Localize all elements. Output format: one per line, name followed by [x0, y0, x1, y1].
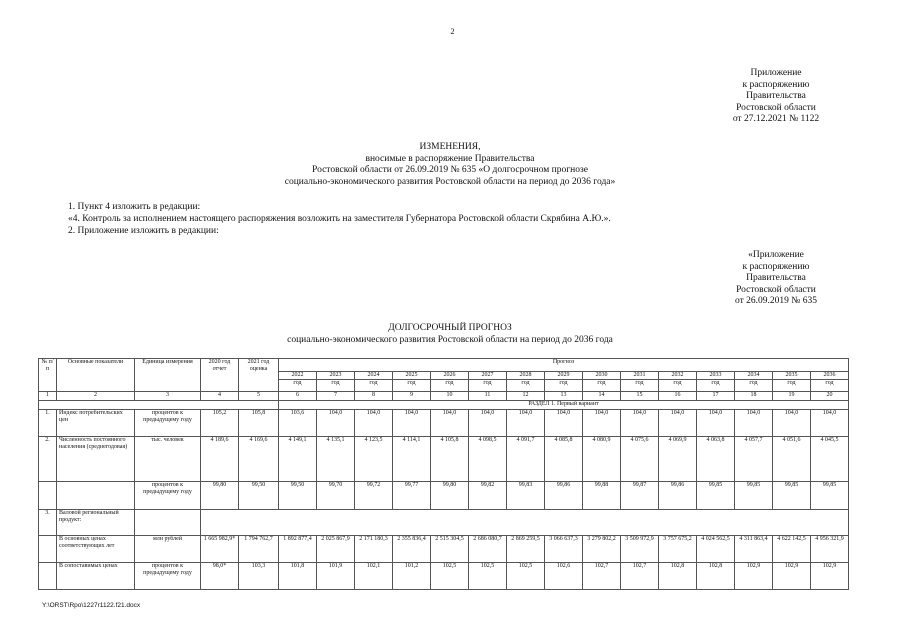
- header-year: [697, 372, 735, 392]
- row-value: 99,70: [317, 482, 355, 510]
- row-value: 99,85: [811, 482, 849, 510]
- row-unit: млн рублей: [135, 536, 201, 563]
- row-indicator: В сопоставимых ценах: [57, 563, 135, 590]
- column-number: 10: [431, 392, 469, 401]
- row-value: 104,0: [507, 410, 545, 437]
- year-word: год: [445, 380, 454, 386]
- appendix-line: Ростовской области: [736, 284, 816, 295]
- year-word: год: [521, 380, 530, 386]
- row-value: 102,8: [697, 563, 735, 590]
- row-value: 104,0: [431, 410, 469, 437]
- row-value: 4 063,8: [697, 437, 735, 482]
- header-year: [317, 372, 355, 392]
- appendix-original: [676, 250, 876, 308]
- row-value: 104,0: [621, 410, 659, 437]
- point-line: 1. Пункт 4 изложить в редакции:: [68, 202, 201, 212]
- header-year: [811, 372, 849, 392]
- column-number: 11: [469, 392, 507, 401]
- year-value: 2027: [481, 372, 494, 378]
- row-value: 104,0: [317, 410, 355, 437]
- row-value: 3 509 972,9: [621, 536, 659, 563]
- row-unit: [135, 510, 201, 536]
- header-year: [545, 372, 583, 392]
- table-row: [39, 536, 849, 563]
- row-value: 101,8: [279, 563, 317, 590]
- year-word: год: [673, 380, 682, 386]
- appendix-line: к распоряжению: [742, 79, 810, 90]
- header-row: [39, 359, 849, 372]
- row-value: 102,8: [659, 563, 697, 590]
- row-value: 99,85: [735, 482, 773, 510]
- row-value: 104,0: [583, 410, 621, 437]
- changes-subtitle-line: вносимые в распоряжение Правительства: [365, 153, 535, 164]
- header-unit: Единица измерения: [135, 359, 201, 392]
- row-value: 3 066 637,3: [545, 536, 583, 563]
- column-number: 9: [393, 392, 431, 401]
- column-number: 20: [811, 392, 849, 401]
- row-value: 1 794 762,7: [239, 536, 279, 563]
- row-value: 4 098,5: [469, 437, 507, 482]
- year-word: год: [369, 380, 378, 386]
- row-value: 4 051,6: [773, 437, 811, 482]
- column-number: 16: [659, 392, 697, 401]
- row-value: 4 069,9: [659, 437, 697, 482]
- year-value: 2030: [595, 372, 608, 378]
- year-value: 2026: [443, 372, 456, 378]
- row-unit: процентов к предыдущему году: [135, 482, 201, 510]
- row-value: 99,87: [621, 482, 659, 510]
- row-num: 1.: [39, 410, 57, 437]
- row-indicator: Валовой региональный продукт:: [57, 510, 135, 536]
- row-value: 99,85: [773, 482, 811, 510]
- column-number: 4: [201, 392, 239, 401]
- row-value: 98,0*: [201, 563, 239, 590]
- row-value: 3 279 802,2: [583, 536, 621, 563]
- table-row: [39, 510, 849, 536]
- table-row: [39, 482, 849, 510]
- header-year: [659, 372, 697, 392]
- table-row: [39, 410, 849, 437]
- row-value: 99,85: [697, 482, 735, 510]
- column-number-row: [39, 392, 849, 401]
- appendix-line: к распоряжению: [742, 261, 810, 272]
- row-value: 102,7: [621, 563, 659, 590]
- row-value: 99,80: [201, 482, 239, 510]
- header-year: [621, 372, 659, 392]
- year-word: год: [711, 380, 720, 386]
- row-value: 4 085,8: [545, 437, 583, 482]
- year-word: год: [559, 380, 568, 386]
- row-value: 104,0: [393, 410, 431, 437]
- row-indicator: Индекс потребительских цен: [57, 410, 135, 437]
- forecast-title: ДОЛГОСРОЧНЫЙ ПРОГНОЗ: [388, 323, 512, 333]
- row-value: 4 114,1: [393, 437, 431, 482]
- row-value: 3 757 675,2: [659, 536, 697, 563]
- row-value: 99,77: [393, 482, 431, 510]
- row-value: 104,0: [697, 410, 735, 437]
- year-word: год: [407, 380, 416, 386]
- appendix-header: [676, 68, 876, 126]
- table-row: [39, 437, 849, 482]
- point-line: «4. Контроль за исполнением настоящего распоряжения возложить на заместителя Губернатора Ростовской области Скрябина А.Ю.».: [68, 214, 611, 224]
- header-year: [355, 372, 393, 392]
- year-word: год: [597, 380, 606, 386]
- column-number: 2: [57, 392, 135, 401]
- year-word: год: [483, 380, 492, 386]
- row-value: 4 311 863,4: [735, 536, 773, 563]
- row-value: 2 869 259,5: [507, 536, 545, 563]
- header-year: [507, 372, 545, 392]
- year-value: 2033: [709, 372, 722, 378]
- point-line: 2. Приложение изложить в редакции:: [68, 226, 219, 236]
- appendix-line: «Приложение: [748, 250, 804, 260]
- row-value: 104,0: [469, 410, 507, 437]
- row-value: 99,86: [545, 482, 583, 510]
- year-word: год: [331, 380, 340, 386]
- row-value: 102,7: [583, 563, 621, 590]
- column-number: 15: [621, 392, 659, 401]
- appendix-line: Правительства: [746, 273, 806, 283]
- row-value: 101,2: [393, 563, 431, 590]
- row-value: 99,88: [583, 482, 621, 510]
- row-num: 2.: [39, 437, 57, 482]
- row-num: [39, 536, 57, 563]
- year-value: 2025: [405, 372, 418, 378]
- header-year: [583, 372, 621, 392]
- row-value: 4 080,9: [583, 437, 621, 482]
- forecast-table: [38, 358, 849, 590]
- row-value: 102,5: [507, 563, 545, 590]
- year-word: год: [635, 380, 644, 386]
- row-unit: процентов к предыдущему году: [135, 563, 201, 590]
- header-forecast: Прогноз: [279, 359, 849, 372]
- row-value: 103,6: [279, 410, 317, 437]
- row-value: 2 355 836,4: [393, 536, 431, 563]
- column-number: 8: [355, 392, 393, 401]
- row-value: 104,0: [545, 410, 583, 437]
- year-word: год: [293, 380, 302, 386]
- row-value: 4 189,6: [201, 437, 239, 482]
- row-value: 4 622 142,5: [773, 536, 811, 563]
- forecast-heading: [150, 323, 750, 346]
- row-value: 99,83: [507, 482, 545, 510]
- row-num: 3.: [39, 510, 57, 536]
- row-value: 99,82: [469, 482, 507, 510]
- row-value: 99,86: [659, 482, 697, 510]
- section-title: РАЗДЕЛ 1. Первый вариант: [279, 401, 849, 410]
- column-number: 7: [317, 392, 355, 401]
- row-value: 1 665 982,9*: [201, 536, 239, 563]
- appendix-line: от 26.09.2019 № 635: [735, 296, 817, 306]
- year-word: год: [749, 380, 758, 386]
- year-value: 2032: [671, 372, 684, 378]
- row-value: 104,0: [773, 410, 811, 437]
- row-value: 4 169,6: [239, 437, 279, 482]
- year-value: 2036: [823, 372, 836, 378]
- row-value: 4 075,6: [621, 437, 659, 482]
- header-year: [279, 372, 317, 392]
- row-value: 99,50: [239, 482, 279, 510]
- row-value: 102,6: [545, 563, 583, 590]
- changes-subtitle-line: Ростовской области от 26.09.2019 № 635 «О долгосрочном прогнозе: [312, 165, 588, 175]
- row-value: 99,80: [431, 482, 469, 510]
- year-word: год: [787, 380, 796, 386]
- year-value: 2024: [367, 372, 380, 378]
- row-value: 99,72: [355, 482, 393, 510]
- column-number: 19: [773, 392, 811, 401]
- row-value: 4 149,1: [279, 437, 317, 482]
- column-number: 6: [279, 392, 317, 401]
- appendix-line: от 27.12.2021 № 1122: [732, 114, 820, 124]
- header-year: [773, 372, 811, 392]
- year-value: 2028: [519, 372, 532, 378]
- row-value: 101,9: [317, 563, 355, 590]
- file-path-footer: Y:\ORST\Rpo\1227r1122.f21.docx: [42, 602, 141, 609]
- row-unit: процентов к предыдущему году: [135, 410, 201, 437]
- row-value: 102,9: [735, 563, 773, 590]
- column-number: 3: [135, 392, 201, 401]
- column-number: 12: [507, 392, 545, 401]
- row-indicator: [57, 482, 135, 510]
- year-value: 2035: [785, 372, 798, 378]
- row-num: [39, 482, 57, 510]
- header-indicators: Основные показатели: [57, 359, 135, 392]
- row-value: 4 105,8: [431, 437, 469, 482]
- row-value: 102,5: [431, 563, 469, 590]
- column-number: 17: [697, 392, 735, 401]
- table-row: [39, 563, 849, 590]
- header-2020: 2020 год отчет: [201, 359, 239, 392]
- year-value: 2029: [557, 372, 570, 378]
- year-value: 2031: [633, 372, 646, 378]
- row-value: 2 025 867,9: [317, 536, 355, 563]
- row-value: 4 057,7: [735, 437, 773, 482]
- row-value: 104,0: [355, 410, 393, 437]
- row-value: 104,0: [659, 410, 697, 437]
- row-value: 4 123,5: [355, 437, 393, 482]
- row-num: [39, 563, 57, 590]
- changes-subtitle-line: социально-экономического развития Ростовской области на период до 2036 года»: [284, 176, 616, 187]
- column-number: 13: [545, 392, 583, 401]
- section-row: [39, 401, 849, 410]
- row-value: 102,9: [811, 563, 849, 590]
- header-year: [469, 372, 507, 392]
- row-unit: тыс. человек: [135, 437, 201, 482]
- header-2021: 2021 год оценка: [239, 359, 279, 392]
- row-value: 4 956 321,9: [811, 536, 849, 563]
- year-value: 2022: [291, 372, 304, 378]
- year-word: год: [825, 380, 834, 386]
- row-value: 102,1: [355, 563, 393, 590]
- row-value: 102,5: [469, 563, 507, 590]
- row-value: 105,2: [201, 410, 239, 437]
- header-num: № п/п: [39, 359, 57, 392]
- appendix-line: Ростовской области: [736, 102, 816, 113]
- changes-heading: [150, 142, 750, 188]
- column-number: 5: [239, 392, 279, 401]
- row-value: 4 024 562,5: [697, 536, 735, 563]
- row-value: 103,3: [239, 563, 279, 590]
- amendment-points: [68, 201, 611, 237]
- row-value: 102,9: [773, 563, 811, 590]
- row-value: 104,0: [811, 410, 849, 437]
- row-value: 4 091,7: [507, 437, 545, 482]
- row-value: 99,50: [279, 482, 317, 510]
- column-number: 1: [39, 392, 57, 401]
- column-number: 18: [735, 392, 773, 401]
- page-number: 2: [450, 27, 455, 36]
- row-value: 4 135,1: [317, 437, 355, 482]
- changes-title: ИЗМЕНЕНИЯ,: [419, 142, 481, 152]
- row-indicator: Численность постоянного населения (среднегодовая): [57, 437, 135, 482]
- row-value: 1 892 877,4: [279, 536, 317, 563]
- header-year: [735, 372, 773, 392]
- row-value: 4 045,5: [811, 437, 849, 482]
- forecast-subtitle: социально-экономического развития Ростовской области на период до 2036 года: [287, 334, 613, 345]
- year-value: 2034: [747, 372, 760, 378]
- section-spacer: [39, 401, 279, 410]
- row-value: 2 171 180,3: [355, 536, 393, 563]
- column-number: 14: [583, 392, 621, 401]
- row-value: 2 515 304,5: [431, 536, 469, 563]
- row-value: 2 686 080,7: [469, 536, 507, 563]
- header-year: [431, 372, 469, 392]
- appendix-line: Приложение: [750, 68, 802, 78]
- row-empty: [201, 510, 849, 536]
- year-value: 2023: [329, 372, 342, 378]
- row-indicator: В основных ценах соответствующих лет: [57, 536, 135, 563]
- appendix-line: Правительства: [746, 91, 806, 101]
- header-year: [393, 372, 431, 392]
- row-value: 104,0: [735, 410, 773, 437]
- row-value: 105,8: [239, 410, 279, 437]
